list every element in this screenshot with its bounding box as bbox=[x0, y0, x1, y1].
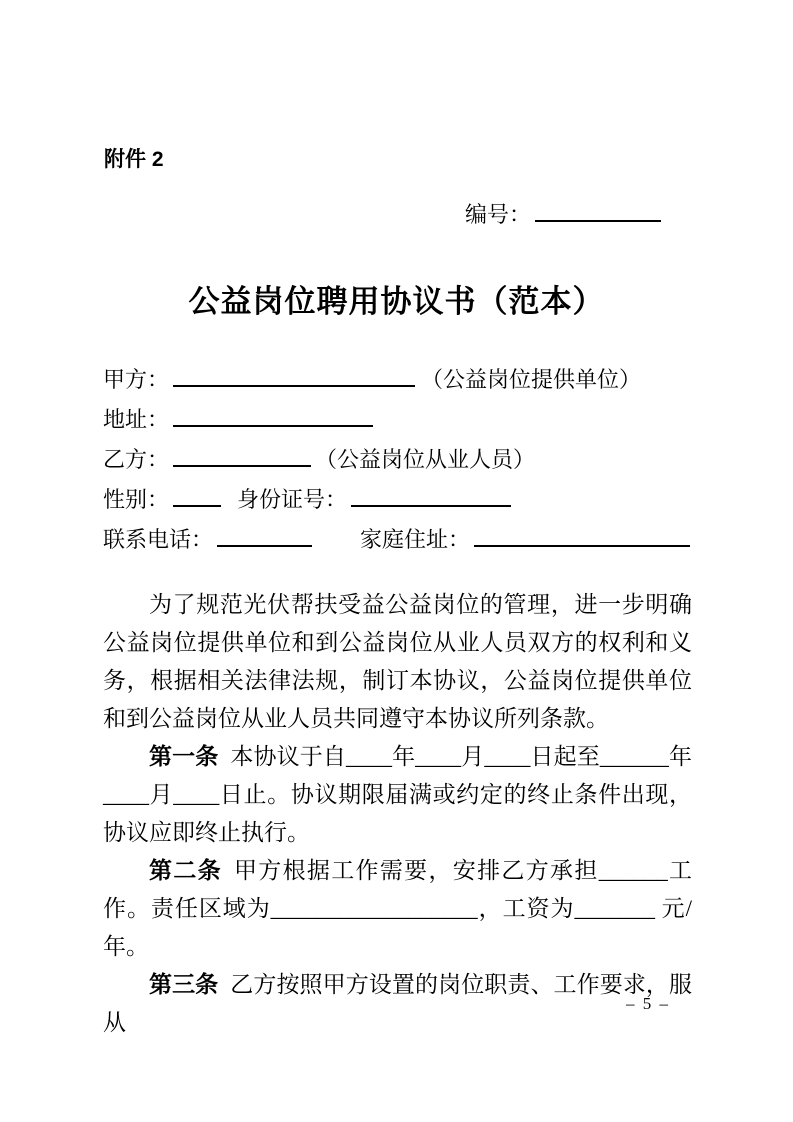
id-number-blank bbox=[351, 504, 511, 507]
article-3-number: 第三条 bbox=[149, 972, 219, 997]
party-b-blank bbox=[173, 464, 311, 467]
article-1-text: 本协议于自____年____月____日起至______年____月____日止。协议期限届满或约定的终止条件出现，协议应即终止执行。 bbox=[103, 744, 693, 845]
number-label: 编号： bbox=[465, 202, 532, 227]
intro-paragraph: 为了规范光伏帮扶受益公益岗位的管理，进一步明确公益岗位提供单位和到公益岗位从业人员双方的权利和义务，根据相关法律法规，制订本协议，公益岗位提供单位和到公益岗位从业人员共同遵守本协议所列条款。 bbox=[103, 592, 692, 731]
article-3 bbox=[103, 966, 692, 1042]
party-a-label: 甲方： bbox=[103, 367, 170, 392]
gender-label: 性别： bbox=[103, 487, 170, 512]
party-info-section bbox=[103, 360, 698, 560]
article-1 bbox=[103, 738, 692, 852]
article-1-number: 第一条 bbox=[149, 744, 219, 769]
id-number-label: 身份证号： bbox=[237, 487, 348, 512]
home-address-blank bbox=[474, 544, 690, 547]
gender-blank bbox=[173, 504, 221, 507]
address-label: 地址： bbox=[103, 407, 170, 432]
phone-blank bbox=[217, 544, 312, 547]
document-title: 公益岗位聘用协议书（范本） bbox=[188, 284, 605, 319]
address-line bbox=[103, 400, 698, 440]
party-a-note: （公益岗位提供单位） bbox=[421, 367, 642, 392]
party-b-label: 乙方： bbox=[103, 447, 170, 472]
gender-id-line bbox=[103, 480, 698, 520]
agreement-body bbox=[103, 586, 692, 1042]
article-2 bbox=[103, 852, 692, 966]
home-address-label: 家庭住址： bbox=[360, 527, 471, 552]
article-2-text: 甲方根据工作需要，安排乙方承担______工作。责任区域为__________________，工资为_______ 元/年。 bbox=[103, 858, 693, 959]
page-number: – 5 – bbox=[626, 994, 670, 1013]
article-3-text: 乙方按照甲方设置的岗位职责、工作要求，服从 bbox=[103, 972, 693, 1035]
party-a-blank bbox=[173, 384, 415, 387]
phone-label: 联系电话： bbox=[103, 527, 214, 552]
number-blank bbox=[535, 219, 661, 222]
attachment-label: 附件 2 bbox=[104, 148, 164, 171]
party-b-note: （公益岗位从业人员） bbox=[315, 447, 536, 472]
document-number-row bbox=[465, 198, 661, 229]
party-b-line bbox=[103, 440, 698, 480]
article-2-number: 第二条 bbox=[149, 858, 222, 883]
phone-home-line bbox=[103, 520, 698, 560]
party-a-line bbox=[103, 360, 698, 400]
address-blank bbox=[173, 424, 373, 427]
